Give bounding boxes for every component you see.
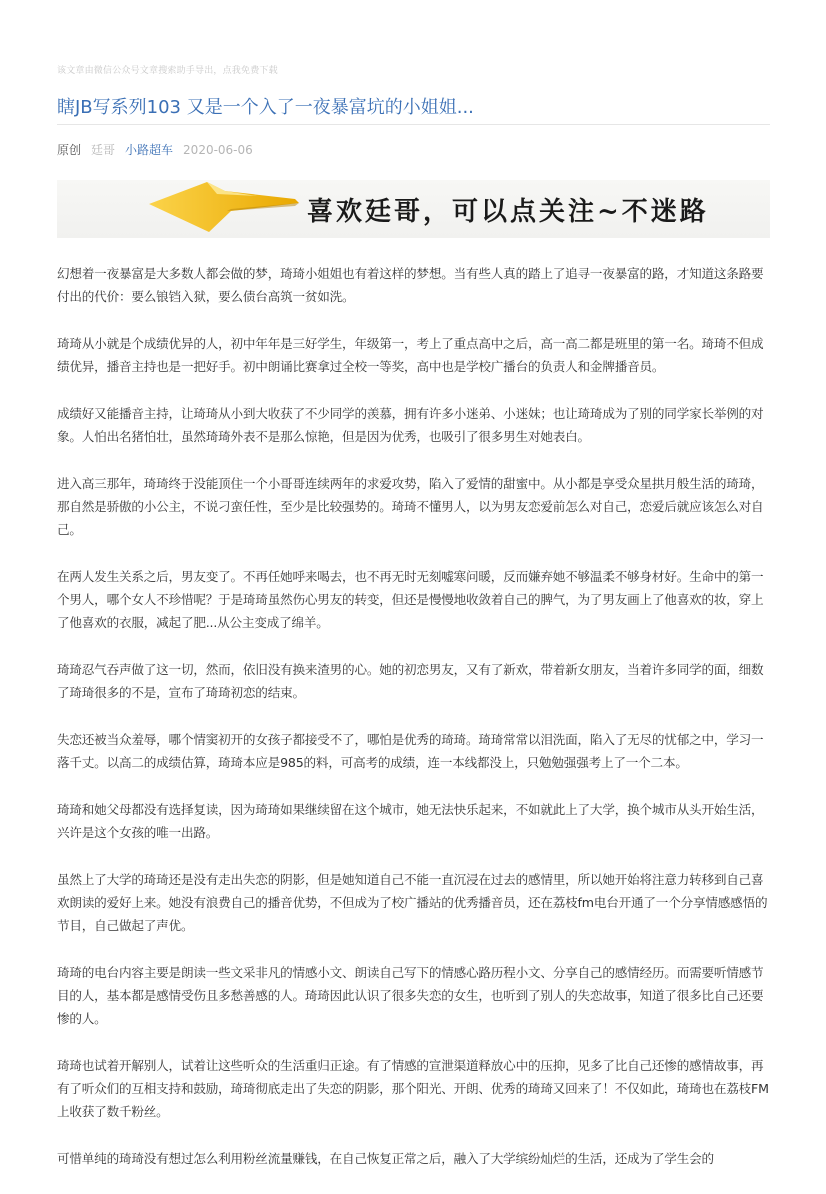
original-label: 原创 [57, 143, 82, 157]
paragraph: 琦琦和她父母都没有选择复读，因为琦琦如果继续留在这个城市，她无法快乐起来，不如就此上了大学，换个城市从头开始生活，兴许是这个女孩的唯一出路。 [57, 802, 764, 840]
article-meta [57, 141, 253, 158]
paragraph: 在两人发生关系之后，男友变了。不再任她呼来喝去，也不再无时无刻嘘寒问暖，反而嫌弃她不够温柔不够身材好。生命中的第一个男人，哪个女人不珍惜呢？于是琦琦虽然伤心男友的转变，但还是慢慢地收敛着自己的脾气，为了男友画上了他喜欢的妆，穿上了他喜欢的衣服，减起了肥...从公主变成了绵羊。 [57, 569, 764, 630]
paragraph: 琦琦也试着开解别人，试着让这些听众的生活重归正途。有了情感的宣泄渠道释放心中的压抑，见多了比自己还惨的感情故事，再有了听众们的互相支持和鼓励，琦琦彻底走出了失恋的阴影，那个阳光、开朗、优秀的琦琦又回来了！不仅如此，琦琦也在荔枝FM上收获了数千粉丝。 [57, 1058, 769, 1119]
export-notice[interactable]: 该文章由微信公众号文章搜索助手导出，点我免费下载 [57, 66, 278, 76]
banner-text: 喜欢廷哥，可以点关注~不迷路 [307, 197, 709, 227]
author-name: 廷哥 [91, 143, 116, 157]
article-title: 瞎JB写系列103 又是一个入了一夜暴富坑的小姐姐... [57, 97, 474, 118]
article-body [57, 262, 770, 1194]
paragraph: 可惜单纯的琦琦没有想过怎么利用粉丝流量赚钱，在自己恢复正常之后，融入了大学缤纷灿烂的生活，还成为了学生会的 [57, 1151, 714, 1166]
paragraph: 琦琦忍气吞声做了这一切，然而，依旧没有换来渣男的心。她的初恋男友，又有了新欢，带着新女朋友，当着许多同学的面，细数了琦琦很多的不是，宣布了琦琦初恋的结束。 [57, 662, 764, 700]
paragraph: 琦琦从小就是个成绩优异的人，初中年年是三好学生，年级第一，考上了重点高中之后，高一高二都是班里的第一名。琦琦不但成绩优异，播音主持也是一把好手。初中朗诵比赛拿过全校一等奖，高中也是学校广播台的负责人和金牌播音员。 [57, 336, 764, 374]
title-divider [57, 124, 770, 125]
paragraph: 幻想着一夜暴富是大多数人都会做的梦，琦琦小姐姐也有着这样的梦想。当有些人真的踏上了追寻一夜暴富的路，才知道这条路要付出的代价：要么锒铛入狱，要么债台高筑一贫如洗。 [57, 266, 764, 304]
paragraph: 琦琦的电台内容主要是朗读一些文采非凡的情感小文、朗读自己写下的情感心路历程小文、分享自己的感情经历。而需要听情感节目的人，基本都是感情受伤且多愁善感的人。琦琦因此认识了很多失恋的女生，也听到了别人的失恋故事，知道了很多比自己还要惨的人。 [57, 965, 764, 1026]
paragraph: 失恋还被当众羞辱，哪个情窦初开的女孩子都接受不了，哪怕是优秀的琦琦。琦琦常常以泪洗面，陷入了无尽的忧郁之中，学习一落千丈。以高二的成绩估算，琦琦本应是985的料，可高考的成绩，连一本线都没上，只勉勉强强考上了一个二本。 [57, 732, 764, 770]
account-link[interactable]: 小路超车 [125, 143, 174, 157]
paragraph: 进入高三那年，琦琦终于没能顶住一个小哥哥连续两年的求爱攻势，陷入了爱情的甜蜜中。从小都是享受众星拱月般生活的琦琦，那自然是骄傲的小公主，不说刁蛮任性，至少是比较强势的。琦琦不懂男人，以为男友恋爱前怎么对自己，恋爱后就应该怎么对自己。 [57, 476, 764, 537]
paragraph: 成绩好又能播音主持，让琦琦从小到大收获了不少同学的羡慕，拥有许多小迷弟、小迷妹；也让琦琦成为了别的同学家长举例的对象。人怕出名猪怕壮，虽然琦琦外表不是那么惊艳，但是因为优秀，也吸引了很多男生对她表白。 [57, 406, 764, 444]
paragraph: 虽然上了大学的琦琦还是没有走出失恋的阴影，但是她知道自己不能一直沉浸在过去的感情里，所以她开始将注意力转移到自己喜欢朗读的爱好上来。她没有浪费自己的播音优势，不但成为了校广播站的优秀播音员，还在荔枝fm电台开通了一个分享情感感悟的节目，自己做起了声优。 [57, 872, 768, 933]
follow-banner [57, 180, 770, 238]
publish-date: 2020-06-06 [183, 143, 253, 157]
